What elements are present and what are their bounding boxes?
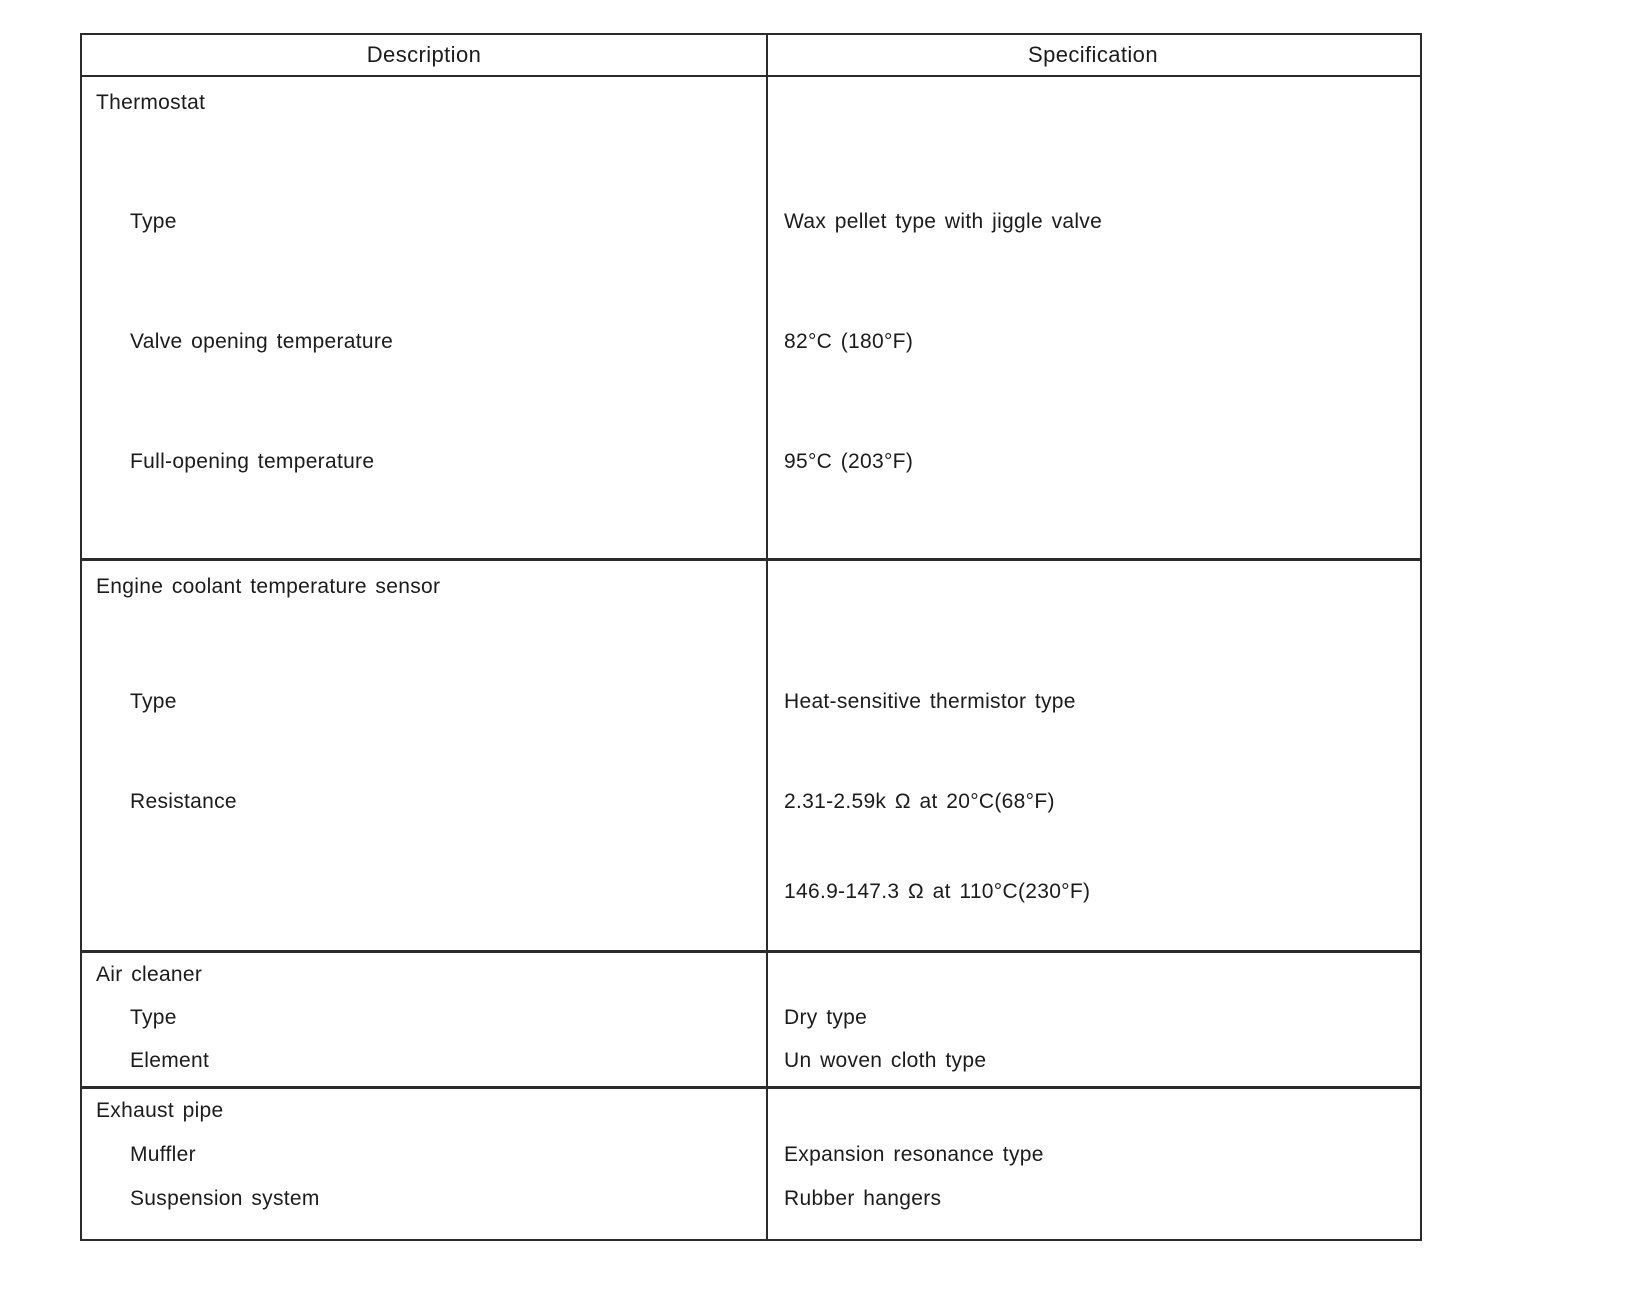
section-title-row xyxy=(82,77,1420,162)
table-row xyxy=(82,758,1420,846)
section-engine-coolant-temperature-sensor xyxy=(82,558,1420,950)
section-thermostat xyxy=(82,77,1420,558)
description-cell: Suspension system xyxy=(130,1187,320,1210)
section-title-row xyxy=(82,1089,1420,1133)
specification-table xyxy=(80,33,1422,1241)
description-cell: Resistance xyxy=(130,790,237,813)
table-row xyxy=(82,282,1420,402)
description-cell: Element xyxy=(130,1048,210,1072)
section-exhaust-pipe xyxy=(82,1086,1420,1251)
table-header-row xyxy=(82,35,1420,77)
specification-cell: 146.9-147.3 Ω at 110°C(230°F) xyxy=(784,880,1091,903)
specification-cell: Heat-sensitive thermistor type xyxy=(784,690,1076,713)
section-title: Engine coolant temperature sensor xyxy=(96,575,441,598)
specification-cell: Wax pellet type with jiggle valve xyxy=(784,210,1103,233)
table-row xyxy=(82,846,1420,938)
description-cell: Type xyxy=(130,1005,177,1029)
section-air-cleaner xyxy=(82,950,1420,1086)
description-cell: Type xyxy=(130,210,177,233)
section-title: Exhaust pipe xyxy=(96,1099,224,1122)
section-title: Air cleaner xyxy=(96,962,203,986)
table-row xyxy=(82,1177,1420,1221)
specification-cell: 82°C (180°F) xyxy=(784,330,914,353)
description-cell: Muffler xyxy=(130,1143,196,1166)
column-header-specification: Specification xyxy=(1028,42,1158,67)
section-title-row xyxy=(82,953,1420,996)
section-title: Thermostat xyxy=(96,91,206,114)
column-divider xyxy=(766,35,768,1239)
table-row xyxy=(82,402,1420,522)
specification-cell: 95°C (203°F) xyxy=(784,450,914,473)
table-row xyxy=(82,1039,1420,1082)
table-row xyxy=(82,646,1420,758)
column-header-description: Description xyxy=(366,42,482,67)
section-title-row xyxy=(82,561,1420,646)
table-row xyxy=(82,1133,1420,1177)
specification-cell: Rubber hangers xyxy=(784,1187,942,1210)
table-row xyxy=(82,162,1420,282)
description-cell: Full-opening temperature xyxy=(130,450,375,473)
specification-cell: Dry type xyxy=(784,1005,868,1029)
description-cell: Type xyxy=(130,690,177,713)
specification-cell: 2.31-2.59k Ω at 20°C(68°F) xyxy=(784,790,1055,813)
table-row xyxy=(82,996,1420,1039)
specification-cell: Un woven cloth type xyxy=(784,1048,987,1072)
specification-cell: Expansion resonance type xyxy=(784,1143,1044,1166)
description-cell: Valve opening temperature xyxy=(130,330,394,353)
